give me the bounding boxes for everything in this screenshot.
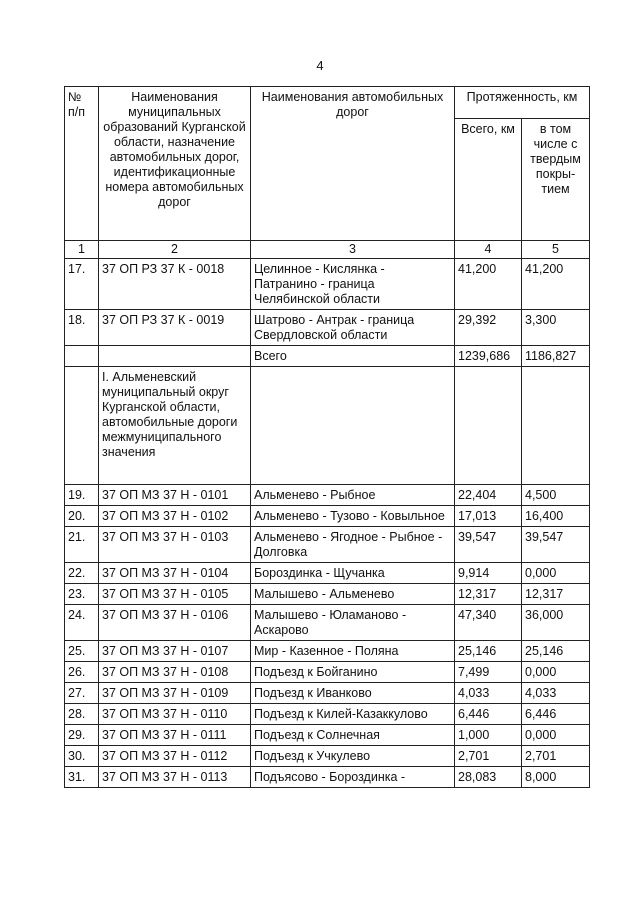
empty-cell (455, 367, 522, 485)
road-id: 37 ОП МЗ 37 Н - 0101 (99, 485, 251, 506)
column-number: 5 (522, 241, 590, 259)
row-number: 22. (65, 563, 99, 584)
length-hard: 0,000 (522, 662, 590, 683)
table-row (65, 605, 590, 641)
section-heading-row (65, 367, 590, 485)
table-row (65, 704, 590, 725)
length-hard: 8,000 (522, 767, 590, 788)
row-number: 20. (65, 506, 99, 527)
table-row (65, 683, 590, 704)
row-number: 25. (65, 641, 99, 662)
table-row (65, 746, 590, 767)
length-hard: 12,317 (522, 584, 590, 605)
table-row (65, 641, 590, 662)
road-name: Альменево - Рыбное (251, 485, 455, 506)
length-total: 12,317 (455, 584, 522, 605)
row-number: 31. (65, 767, 99, 788)
road-id: 37 ОП РЗ 37 К - 0019 (99, 310, 251, 346)
row-number: 24. (65, 605, 99, 641)
road-name: Мир - Казенное - Поляна (251, 641, 455, 662)
road-id: 37 ОП МЗ 37 Н - 0108 (99, 662, 251, 683)
header-hard-surface: в том числе с твердым покры-тием (522, 118, 590, 240)
road-name: Бороздинка - Щучанка (251, 563, 455, 584)
road-id: 37 ОП МЗ 37 Н - 0102 (99, 506, 251, 527)
length-hard: 4,500 (522, 485, 590, 506)
road-id: 37 ОП МЗ 37 Н - 0110 (99, 704, 251, 725)
length-hard: 0,000 (522, 725, 590, 746)
roads-table (64, 86, 590, 788)
table-row (65, 563, 590, 584)
row-number: 28. (65, 704, 99, 725)
total-row (65, 346, 590, 367)
column-numbers-row (65, 241, 590, 259)
road-name: Подъезд к Учкулево (251, 746, 455, 767)
row-number: 17. (65, 259, 99, 310)
length-hard: 39,547 (522, 527, 590, 563)
row-number: 19. (65, 485, 99, 506)
road-id: 37 ОП РЗ 37 К - 0018 (99, 259, 251, 310)
section-title: I. Альменевский муниципальный округ Курганской области, автомобильные дороги межмуниципального значения (99, 367, 251, 485)
table-row (65, 506, 590, 527)
length-total: 41,200 (455, 259, 522, 310)
header-length: Протяженность, км (455, 87, 590, 119)
column-number: 1 (65, 241, 99, 259)
length-total: 28,083 (455, 767, 522, 788)
table-row (65, 310, 590, 346)
road-name: Подъезд к Бойганино (251, 662, 455, 683)
road-name: Подъясово - Бороздинка - (251, 767, 455, 788)
length-total: 2,701 (455, 746, 522, 767)
length-total: 6,446 (455, 704, 522, 725)
length-total: 47,340 (455, 605, 522, 641)
total-label: Всего (251, 346, 455, 367)
road-id: 37 ОП МЗ 37 Н - 0104 (99, 563, 251, 584)
empty-cell (65, 346, 99, 367)
total-hard: 1186,827 (522, 346, 590, 367)
length-hard: 4,033 (522, 683, 590, 704)
length-total: 7,499 (455, 662, 522, 683)
road-id: 37 ОП МЗ 37 Н - 0113 (99, 767, 251, 788)
length-total: 9,914 (455, 563, 522, 584)
table-row (65, 527, 590, 563)
table-row (65, 662, 590, 683)
road-id: 37 ОП МЗ 37 Н - 0105 (99, 584, 251, 605)
length-total: 22,404 (455, 485, 522, 506)
length-total: 17,013 (455, 506, 522, 527)
row-number: 30. (65, 746, 99, 767)
road-name: Целинное - Кислянка - Патранино - граница Челябинской области (251, 259, 455, 310)
empty-cell (99, 346, 251, 367)
road-name: Подъезд к Иванково (251, 683, 455, 704)
length-hard: 3,300 (522, 310, 590, 346)
length-hard: 0,000 (522, 563, 590, 584)
length-total: 1,000 (455, 725, 522, 746)
road-name: Подъезд к Солнечная (251, 725, 455, 746)
length-hard: 16,400 (522, 506, 590, 527)
road-name: Малышево - Альменево (251, 584, 455, 605)
length-hard: 36,000 (522, 605, 590, 641)
total-length: 1239,686 (455, 346, 522, 367)
road-id: 37 ОП МЗ 37 Н - 0106 (99, 605, 251, 641)
length-total: 25,146 (455, 641, 522, 662)
length-hard: 41,200 (522, 259, 590, 310)
length-hard: 2,701 (522, 746, 590, 767)
length-total: 29,392 (455, 310, 522, 346)
empty-cell (522, 367, 590, 485)
table-row (65, 485, 590, 506)
road-name: Подъезд к Килей-Казаккулово (251, 704, 455, 725)
road-id: 37 ОП МЗ 37 Н - 0112 (99, 746, 251, 767)
road-name: Альменево - Тузово - Ковыльное (251, 506, 455, 527)
table-row (65, 259, 590, 310)
row-number: 23. (65, 584, 99, 605)
road-name: Малышево - Юламаново - Аскарово (251, 605, 455, 641)
row-number: 21. (65, 527, 99, 563)
empty-cell (65, 367, 99, 485)
header-municipal: Наименования муниципальных образований Курганской области, назначение автомобильных дорог, идентификационные номера автомобильных дорог (99, 87, 251, 241)
column-number: 4 (455, 241, 522, 259)
column-number: 2 (99, 241, 251, 259)
road-id: 37 ОП МЗ 37 Н - 0109 (99, 683, 251, 704)
length-hard: 6,446 (522, 704, 590, 725)
empty-cell (251, 367, 455, 485)
header-number: № п/п (65, 87, 99, 241)
length-total: 4,033 (455, 683, 522, 704)
table-row (65, 725, 590, 746)
header-road-names: Наименования автомобильных дорог (251, 87, 455, 241)
column-number: 3 (251, 241, 455, 259)
header-row-1 (65, 87, 590, 119)
row-number: 27. (65, 683, 99, 704)
road-name: Альменево - Ягодное - Рыбное - Долговка (251, 527, 455, 563)
row-number: 29. (65, 725, 99, 746)
header-total-km: Всего, км (455, 118, 522, 240)
table-row (65, 584, 590, 605)
road-id: 37 ОП МЗ 37 Н - 0111 (99, 725, 251, 746)
page-number: 4 (316, 58, 324, 73)
row-number: 18. (65, 310, 99, 346)
table-row (65, 767, 590, 788)
row-number: 26. (65, 662, 99, 683)
road-name: Шатрово - Антрак - граница Свердловской области (251, 310, 455, 346)
road-id: 37 ОП МЗ 37 Н - 0107 (99, 641, 251, 662)
length-total: 39,547 (455, 527, 522, 563)
road-id: 37 ОП МЗ 37 Н - 0103 (99, 527, 251, 563)
length-hard: 25,146 (522, 641, 590, 662)
